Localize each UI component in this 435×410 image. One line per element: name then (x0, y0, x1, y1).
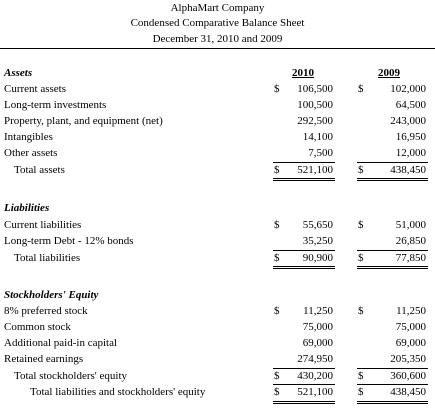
value-2009: 69,000 (395, 337, 426, 349)
liability-row (0, 234, 435, 249)
value-2010: 521,100 (297, 164, 333, 176)
value-2009: 64,500 (395, 99, 426, 111)
value-2010: 75,000 (302, 321, 333, 333)
value-2010: 69,000 (302, 337, 333, 349)
total-liabilities-row (0, 251, 435, 266)
value-2010: 106,500 (297, 83, 333, 95)
value-2009: 243,000 (390, 115, 426, 127)
value-2009: 51,000 (395, 219, 426, 231)
total-double-rule (357, 401, 428, 402)
total-double-rule (357, 178, 428, 179)
grand-total-row (0, 385, 435, 400)
equity-row (0, 336, 435, 351)
asset-row (0, 114, 435, 129)
currency-symbol: $ (358, 164, 364, 176)
currency-symbol: $ (274, 83, 280, 95)
total-double-rule (357, 180, 428, 181)
row-label: Common stock (4, 321, 71, 333)
currency-symbol: $ (274, 386, 280, 398)
value-2009: 11,250 (396, 305, 426, 317)
total-double-rule (357, 403, 428, 404)
value-2009: 16,950 (395, 131, 426, 143)
total-assets-row (0, 163, 435, 178)
currency-symbol: $ (358, 252, 364, 264)
currency-symbol: $ (274, 164, 280, 176)
row-label: Total liabilities (14, 252, 81, 264)
asset-row (0, 98, 435, 113)
total-double-rule (273, 403, 335, 404)
currency-symbol: $ (358, 370, 364, 382)
liabilities-heading: Liabilities (4, 202, 50, 214)
value-2009: 75,000 (395, 321, 426, 333)
equity-row (0, 320, 435, 335)
total-double-rule (357, 268, 428, 269)
total-double-rule (357, 266, 428, 267)
value-2010: 90,900 (302, 252, 333, 264)
row-label: Current assets (4, 83, 67, 95)
value-2009: 205,350 (390, 353, 426, 365)
total-double-rule (273, 268, 335, 269)
company-name: AlphaMart Company (170, 2, 265, 14)
total-double-rule (273, 180, 335, 181)
equity-row (0, 304, 435, 319)
assets-heading-row (0, 66, 435, 81)
asset-row (0, 82, 435, 97)
row-label: 8% preferred stock (4, 305, 88, 317)
header-divider (0, 48, 435, 49)
equity-row (0, 352, 435, 367)
total-double-rule (273, 401, 335, 402)
value-2009: 77,850 (395, 252, 426, 264)
value-2010: 11,250 (303, 305, 333, 317)
value-2009: 12,000 (395, 147, 426, 159)
value-2009: 438,450 (390, 386, 426, 398)
equity-heading: Stockholders' Equity (4, 289, 99, 301)
value-2009: 360,600 (390, 370, 426, 382)
statement-date: December 31, 2010 and 2009 (152, 33, 283, 45)
row-label: Property, plant, and equipment (net) (4, 115, 163, 127)
total-double-rule (273, 266, 335, 267)
row-label: Total stockholders' equity (14, 370, 128, 382)
value-2010: 100,500 (297, 99, 333, 111)
row-label: Current liabilities (4, 219, 82, 231)
row-label: Long-term Debt - 12% bonds (4, 235, 134, 247)
value-2010: 521,100 (297, 386, 333, 398)
value-2010: 35,250 (302, 235, 333, 247)
liabilities-heading-row (0, 201, 435, 216)
value-2009: 102,000 (390, 83, 426, 95)
value-2010: 7,500 (308, 147, 333, 159)
currency-symbol: $ (358, 305, 364, 317)
row-label: Long-term investments (4, 99, 107, 111)
currency-symbol: $ (358, 219, 364, 231)
column-2009: 2009 (378, 67, 400, 79)
value-2010: 274,950 (297, 353, 333, 365)
equity-heading-row (0, 288, 435, 303)
asset-row (0, 146, 435, 161)
total-double-rule (273, 178, 335, 179)
currency-symbol: $ (274, 219, 280, 231)
row-label: Other assets (4, 147, 58, 159)
liability-row (0, 218, 435, 233)
currency-symbol: $ (274, 305, 280, 317)
total-equity-row (0, 369, 435, 384)
currency-symbol: $ (274, 370, 280, 382)
currency-symbol: $ (358, 386, 364, 398)
value-2010: 292,500 (297, 115, 333, 127)
currency-symbol: $ (274, 252, 280, 264)
row-label: Retained earnings (4, 353, 84, 365)
value-2010: 14,100 (302, 131, 333, 143)
value-2010: 55,650 (302, 219, 333, 231)
asset-row (0, 130, 435, 145)
row-label: Total assets (14, 164, 65, 176)
value-2010: 430,200 (297, 370, 333, 382)
row-label: Additional paid-in capital (4, 337, 118, 349)
value-2009: 438,450 (390, 164, 426, 176)
value-2009: 26,850 (395, 235, 426, 247)
statement-title: Condensed Comparative Balance Sheet (130, 17, 305, 29)
currency-symbol: $ (358, 83, 364, 95)
column-2010: 2010 (292, 67, 314, 79)
row-label: Total liabilities and stockholders' equity (30, 386, 206, 398)
row-label: Intangibles (4, 131, 53, 143)
assets-heading: Assets (4, 67, 33, 79)
